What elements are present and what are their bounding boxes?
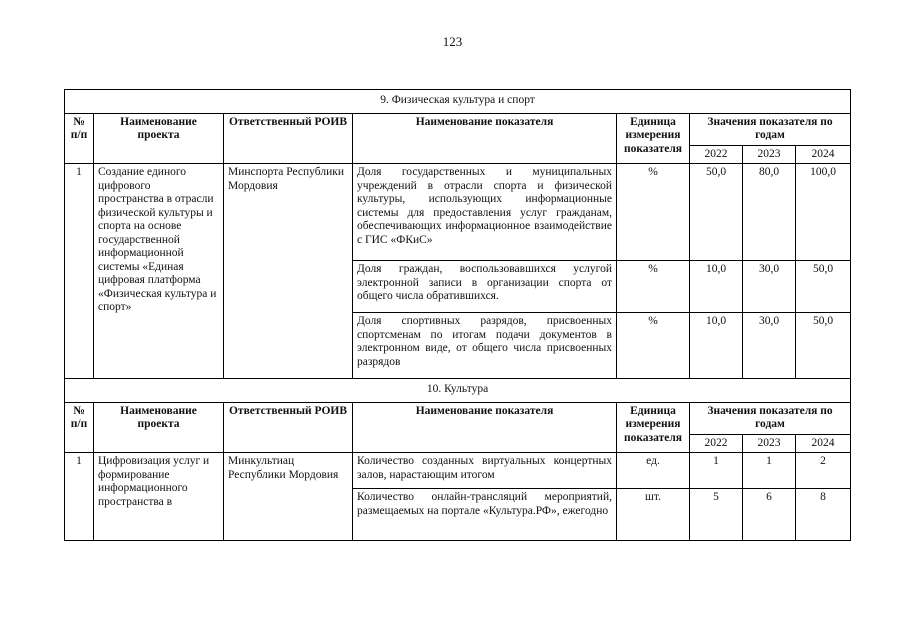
page-number: 123: [442, 34, 463, 49]
value-2022: 10,0: [690, 313, 743, 379]
header-roiv: Ответственный РОИВ: [224, 113, 353, 164]
value-2022: 50,0: [690, 164, 743, 261]
roiv-name: Минкультиац Республики Мордовия: [224, 453, 353, 541]
header-unit: Единица измерения показателя: [617, 113, 690, 164]
section-header-row: [65, 90, 851, 114]
indicator-name: Количество онлайн-трансляций мероприятий, размещаемых на портале «Культура.РФ», ежегодно: [353, 489, 617, 541]
header-unit: Единица измерения показателя: [617, 402, 690, 453]
header-values: Значения показателя по годам: [690, 113, 851, 145]
header-project: Наименование проекта: [94, 402, 224, 453]
header-num: № п/п: [65, 113, 94, 164]
header-values: Значения показателя по годам: [690, 402, 851, 434]
header-year: 2022: [690, 145, 743, 164]
value-2022: 5: [690, 489, 743, 541]
header-num: № п/п: [65, 402, 94, 453]
header-year: 2022: [690, 434, 743, 453]
value-2024: 50,0: [796, 313, 851, 379]
value-2023: 30,0: [743, 261, 796, 313]
value-2023: 1: [743, 453, 796, 489]
value-2022: 1: [690, 453, 743, 489]
header-project: Наименование проекта: [94, 113, 224, 164]
unit-cell: шт.: [617, 489, 690, 541]
indicator-name: Доля спортивных разрядов, присвоенных спортсменам по итогам подачи документов в электронном виде, от общего числа присвоенных разрядов: [353, 313, 617, 379]
value-2024: 2: [796, 453, 851, 489]
header-year: 2024: [796, 145, 851, 164]
unit-cell: %: [617, 261, 690, 313]
table-row: [65, 453, 851, 489]
header-year: 2024: [796, 434, 851, 453]
indicator-name: Доля граждан, воспользовавшихся услугой электронной записи в организации спорта от общего числа обратившихся.: [353, 261, 617, 313]
value-2023: 30,0: [743, 313, 796, 379]
section-header-row: [65, 379, 851, 403]
value-2024: 8: [796, 489, 851, 541]
header-roiv: Ответственный РОИВ: [224, 402, 353, 453]
header-year: 2023: [743, 434, 796, 453]
header-year: 2023: [743, 145, 796, 164]
unit-cell: ед.: [617, 453, 690, 489]
project-name: Создание единого цифрового пространства в отрасли физической культуры и спорта на основе государственной информационной системы «Единая цифровая платформа «Физическая культура и спорт»: [94, 164, 224, 379]
row-number: 1: [65, 453, 94, 541]
value-2024: 100,0: [796, 164, 851, 261]
value-2023: 80,0: [743, 164, 796, 261]
value-2024: 50,0: [796, 261, 851, 313]
section-title: 10. Культура: [65, 379, 851, 403]
value-2023: 6: [743, 489, 796, 541]
value-2022: 10,0: [690, 261, 743, 313]
unit-cell: %: [617, 164, 690, 261]
row-number: 1: [65, 164, 94, 379]
section-title: 9. Физическая культура и спорт: [65, 90, 851, 114]
column-header-row: [65, 113, 851, 145]
project-name: Цифровизация услуг и формирование информационного пространства в: [94, 453, 224, 541]
header-indicator: Наименование показателя: [353, 113, 617, 164]
indicators-table: [64, 89, 851, 541]
indicator-name: Доля государственных и муниципальных учреждений в отрасли спорта и физической культуры, использующих информационные системы для предоставления услуг гражданам, обеспечивающих информационное взаимодействие с ГИС «ФКиС»: [353, 164, 617, 261]
table-row: [65, 164, 851, 261]
indicator-name: Количество созданных виртуальных концертных залов, нарастающим итогом: [353, 453, 617, 489]
roiv-name: Минспорта Республики Мордовия: [224, 164, 353, 379]
header-indicator: Наименование показателя: [353, 402, 617, 453]
unit-cell: %: [617, 313, 690, 379]
column-header-row: [65, 402, 851, 434]
